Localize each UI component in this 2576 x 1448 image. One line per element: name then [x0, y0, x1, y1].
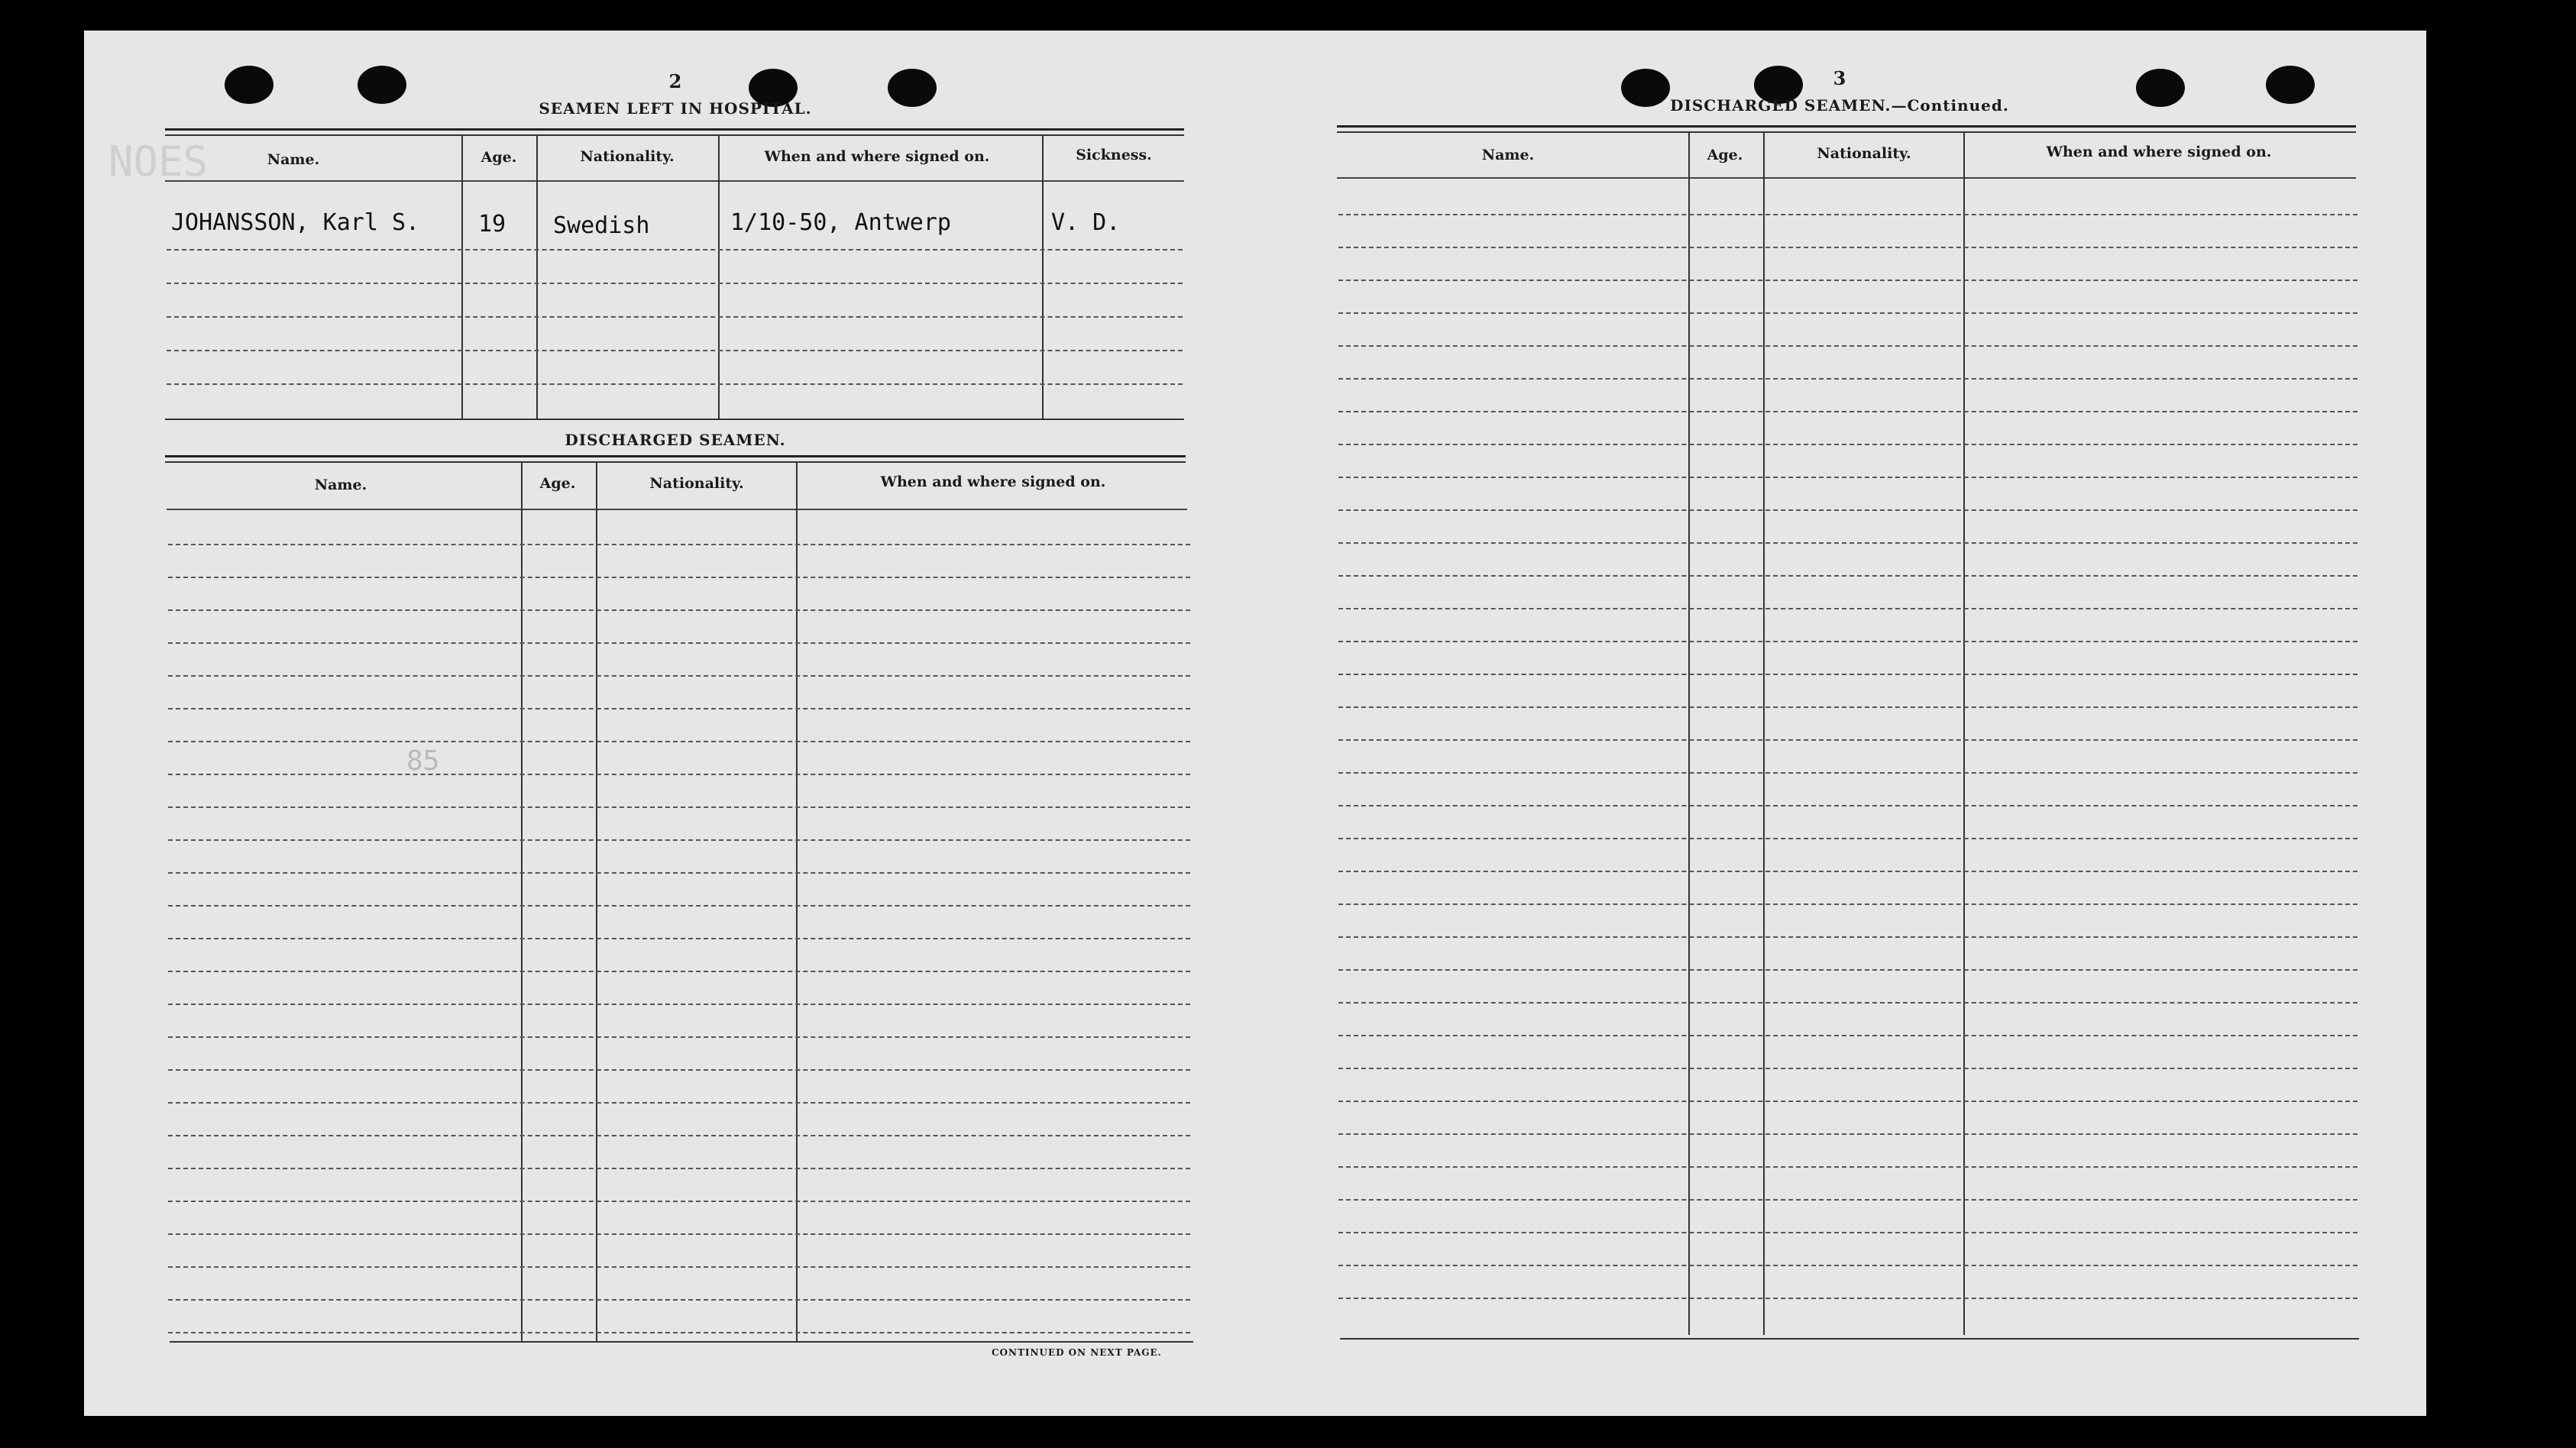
row-line [1338, 706, 2358, 708]
row-line [1338, 871, 2358, 872]
right-header-rule [1337, 177, 2356, 179]
row-line [168, 577, 1190, 578]
row-line [1338, 1265, 2358, 1266]
discharged-col-nationality: Nationality. [649, 475, 744, 492]
document-sheet [84, 31, 2426, 1416]
hospital-entry-signed-on: 1/10-50, Antwerp [730, 209, 951, 236]
row-line [1338, 477, 2358, 478]
right-top-rule-2 [1337, 131, 2356, 133]
row-line [1338, 608, 2358, 609]
right-page-number: 3 [1833, 67, 1846, 89]
discharged-top-rule [165, 455, 1186, 457]
row-line [1338, 345, 2358, 347]
discharged-header-rule [167, 509, 1187, 510]
punch-hole-icon [225, 66, 273, 104]
row-line [1338, 739, 2358, 741]
row-line [1338, 509, 2358, 511]
row-line [168, 1233, 1190, 1235]
hospital-col-divider [1042, 136, 1044, 420]
discharged-continued-title: DISCHARGED SEAMEN.—Continued. [1670, 96, 2009, 115]
right-top-rule [1337, 125, 2356, 128]
right-bottom-rule [1340, 1338, 2359, 1340]
row-line [168, 708, 1190, 709]
row-line [168, 609, 1190, 611]
hospital-section-title: SEAMEN LEFT IN HOSPITAL. [539, 99, 812, 118]
row-line [168, 1266, 1190, 1268]
hospital-entry-name: JOHANSSON, Karl S. [171, 209, 420, 236]
hospital-col-name: Name. [267, 151, 320, 168]
row-line [1338, 772, 2358, 774]
discharged-col-signed-on: When and where signed on. [880, 474, 1106, 490]
row-line [168, 872, 1190, 874]
left-page-number: 2 [668, 70, 682, 92]
hospital-top-rule [165, 128, 1184, 131]
row-line [168, 774, 1190, 775]
row-line [1338, 411, 2358, 412]
row-line [1338, 312, 2358, 314]
discharged-col-age: Age. [539, 475, 576, 492]
row-line [168, 1168, 1190, 1169]
hospital-col-divider [536, 136, 538, 420]
row-line [168, 839, 1190, 841]
row-line [1338, 378, 2358, 380]
hospital-bottom-rule [165, 419, 1184, 420]
row-line [1338, 1232, 2358, 1233]
row-line [1338, 969, 2358, 971]
hospital-col-divider [718, 136, 720, 420]
hospital-entry-age: 19 [478, 211, 506, 238]
row-line [1338, 444, 2358, 445]
row-line [1338, 247, 2358, 248]
discharged-col-divider [521, 463, 523, 1343]
row-line [1338, 838, 2358, 839]
bleed-through-mark: 85 [406, 745, 440, 777]
row-line [1338, 805, 2358, 806]
hospital-header-rule [165, 180, 1184, 182]
row-line [1338, 1166, 2358, 1168]
discharged-col-divider [796, 463, 798, 1343]
hospital-col-nationality: Nationality. [580, 148, 675, 165]
hospital-entry-nationality: Swedish [553, 212, 650, 239]
right-col-nationality: Nationality. [1817, 145, 1911, 162]
bleed-through-mark: NOES [108, 137, 209, 186]
row-line [168, 675, 1190, 677]
row-line [1338, 674, 2358, 675]
hospital-col-signed-on: When and where signed on. [764, 148, 990, 165]
right-col-age: Age. [1707, 147, 1743, 163]
row-line [168, 544, 1190, 545]
row-line [168, 905, 1190, 907]
hospital-row-line [167, 383, 1183, 385]
discharged-top-rule-2 [165, 461, 1186, 463]
row-line [1338, 1133, 2358, 1135]
row-line [1338, 575, 2358, 577]
row-line [168, 1004, 1190, 1005]
hospital-col-age: Age. [481, 149, 517, 166]
hospital-col-sickness: Sickness. [1076, 147, 1152, 163]
row-line [168, 1135, 1190, 1136]
hospital-row-line [167, 350, 1183, 351]
row-line [168, 741, 1190, 742]
discharged-section-title: DISCHARGED SEAMEN. [565, 431, 786, 449]
row-line [1338, 1035, 2358, 1036]
row-line [1338, 280, 2358, 281]
row-line [168, 1201, 1190, 1202]
row-line [1338, 1002, 2358, 1004]
punch-hole-icon [1621, 69, 1670, 107]
row-line [168, 1299, 1190, 1301]
hospital-row-line [167, 249, 1183, 250]
punch-hole-icon [2136, 69, 2185, 107]
row-line [1338, 1199, 2358, 1201]
row-line [1338, 1068, 2358, 1069]
punch-hole-icon [888, 69, 937, 107]
hospital-top-rule-2 [165, 134, 1184, 136]
row-line [1338, 214, 2358, 215]
punch-hole-icon [358, 66, 406, 104]
row-line [168, 642, 1190, 644]
hospital-col-divider [461, 136, 463, 420]
right-col-name: Name. [1481, 147, 1535, 163]
discharged-col-divider [596, 463, 597, 1343]
row-line [1338, 936, 2358, 938]
punch-hole-icon [2266, 66, 2315, 104]
row-line [168, 806, 1190, 808]
row-line [168, 1332, 1190, 1333]
hospital-row-line [167, 283, 1183, 284]
hospital-entry-sickness: V. D. [1051, 209, 1121, 236]
row-line [1338, 1101, 2358, 1102]
row-line [168, 971, 1190, 972]
right-col-signed-on: When and where signed on. [2046, 144, 2272, 160]
discharged-col-name: Name. [314, 477, 367, 493]
row-line [1338, 903, 2358, 905]
hospital-row-line [167, 316, 1183, 318]
row-line [1338, 641, 2358, 642]
row-line [1338, 1298, 2358, 1299]
discharged-bottom-rule [170, 1341, 1193, 1343]
row-line [168, 1036, 1190, 1038]
row-line [168, 1069, 1190, 1071]
continued-note: CONTINUED ON NEXT PAGE. [992, 1347, 1162, 1358]
row-line [1338, 542, 2358, 544]
row-line [168, 1102, 1190, 1104]
row-line [168, 938, 1190, 939]
